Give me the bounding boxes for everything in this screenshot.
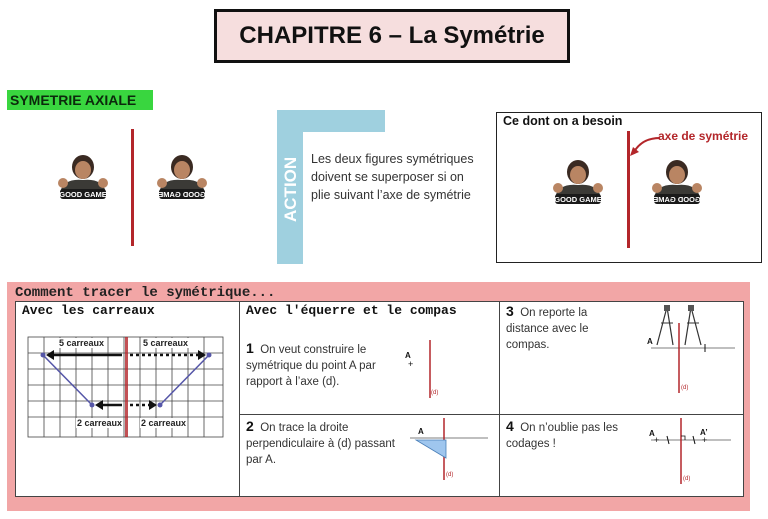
col-divider-2 <box>499 301 500 497</box>
step-4-axis-label: (d) <box>683 476 691 482</box>
step-2-figure <box>406 416 490 482</box>
grid-label-bottom-left: 2 carreaux <box>77 418 123 428</box>
step-4-figure <box>645 416 740 486</box>
grid-label-top-right: 5 carreaux <box>143 338 189 348</box>
step-3-number: 3 <box>506 303 514 319</box>
step-1 <box>246 340 396 390</box>
step-2 <box>246 418 396 468</box>
avatar-needs-caption: GOOD GAME <box>554 195 602 204</box>
step-1-text: On veut construire le symétrique du point A par rapport à l’axe (d). <box>246 344 376 388</box>
step-3-figure <box>645 303 740 395</box>
step-3-point-label: A <box>647 337 653 346</box>
grid-figure <box>26 335 226 440</box>
avatar-right-mirrored <box>153 152 211 200</box>
axis-label: axe de symétrie <box>658 129 749 143</box>
step-2-point-label: A <box>418 427 424 436</box>
step-1-point-label: A <box>405 351 411 360</box>
how-to-title: Comment tracer le symétrique... <box>15 285 276 301</box>
step-4-number: 4 <box>506 418 514 434</box>
avatar-needs-caption-mirrored: GOOD GAME <box>653 195 701 204</box>
step-3-axis-label: (d) <box>681 385 689 391</box>
svg-text:+: + <box>408 359 414 369</box>
avatar-left <box>54 152 112 200</box>
step-3 <box>506 303 611 353</box>
avatar-caption: GOOD GAME <box>59 190 107 199</box>
action-text: Les deux figures symétriques doivent se superposer si on plie suivant l’axe de symétrie <box>311 152 474 202</box>
step-2-text: On trace la droite perpendiculaire à (d) passant par A. <box>246 422 395 466</box>
action-vertical-label: ACTION <box>281 156 300 222</box>
page-title: CHAPITRE 6 – La Symétrie <box>214 9 570 63</box>
axis-arrow-icon <box>628 130 662 160</box>
step-3-text: On reporte la distance avec le compas. <box>506 307 589 351</box>
col-title-tools: Avec l'équerre et le compas <box>246 303 457 318</box>
step-4-point-prime-label: A’ <box>700 428 708 437</box>
avatar-caption-mirrored: GOOD GAME <box>158 190 206 199</box>
step-1-axis-label: (d) <box>431 390 439 396</box>
step-4-text: On n’oublie pas les codages ! <box>506 422 618 450</box>
grid-label-top-left: 5 carreaux <box>59 338 105 348</box>
col-divider-1 <box>239 301 240 497</box>
avatar-needs-right-mirrored <box>648 157 706 205</box>
step-4-point-label: A <box>649 429 655 438</box>
grid-label-bottom-right: 2 carreaux <box>141 418 187 428</box>
row-divider <box>239 414 744 415</box>
step-1-number: 1 <box>246 340 254 356</box>
step-2-axis-label: (d) <box>446 472 454 478</box>
svg-text:+: + <box>702 435 708 445</box>
step-2-number: 2 <box>246 418 254 434</box>
axis-line-left <box>131 129 134 246</box>
needs-title: Ce dont on a besoin <box>503 114 623 128</box>
col-title-squares: Avec les carreaux <box>22 303 155 318</box>
section-label: SYMETRIE AXIALE <box>7 90 153 110</box>
step-1-figure <box>402 338 452 400</box>
svg-text:+: + <box>654 435 660 445</box>
avatar-needs-left <box>549 157 607 205</box>
step-4 <box>506 418 636 452</box>
